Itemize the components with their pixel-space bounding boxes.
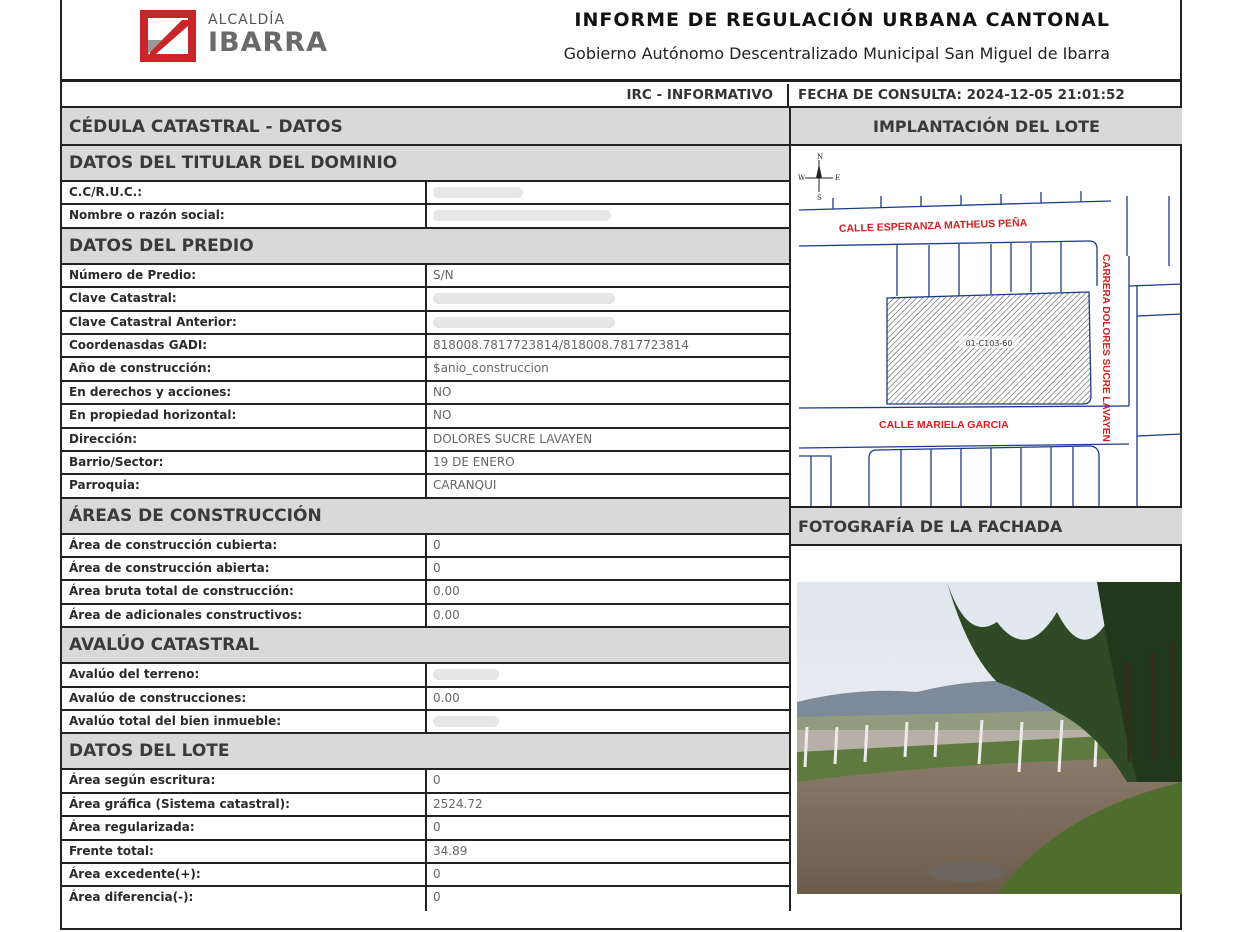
redacted-value (433, 317, 615, 328)
table-row (62, 688, 789, 711)
field-value (427, 205, 789, 226)
field-label: En derechos y acciones: (62, 382, 427, 403)
photo-panel (791, 506, 1182, 930)
table-row (62, 864, 789, 887)
table-row (62, 817, 789, 840)
field-label: Año de construcción: (62, 358, 427, 379)
field-value: 0.00 (433, 690, 460, 705)
field-value: 0 (433, 561, 441, 576)
photo-title: FOTOGRAFÍA DE LA FACHADA (791, 508, 1182, 546)
field-label: Frente total: (62, 841, 427, 862)
field-label: Área de construcción cubierta: (62, 535, 427, 556)
report-title: INFORME DE REGULACIÓN URBANA CANTONAL (574, 9, 1110, 31)
field-value: CARANQUI (433, 478, 497, 493)
field-label: Área regularizada: (62, 817, 427, 838)
field-value (427, 288, 789, 309)
table-row (62, 182, 789, 205)
field-label: Coordenasdas GADI: (62, 335, 427, 356)
redacted-value (433, 716, 499, 727)
cadastral-table (62, 108, 791, 911)
table-row (62, 312, 789, 335)
field-value: DOLORES SUCRE LAVAYEN (433, 431, 593, 446)
table-row (62, 664, 789, 687)
table-row (62, 841, 789, 864)
map-panel (791, 108, 1182, 508)
field-value: 0 (433, 866, 441, 881)
redacted-value (433, 187, 523, 198)
logo-text-ibarra: IBARRA (208, 27, 328, 58)
table-row (62, 335, 789, 358)
table-row (62, 452, 789, 475)
compass-w: W (798, 174, 806, 182)
field-value: 2524.72 (433, 796, 483, 811)
report-type: IRC - INFORMATIVO (62, 84, 789, 106)
redacted-value (433, 293, 615, 304)
field-label: Área diferencia(-): (62, 887, 427, 910)
table-row (62, 581, 789, 604)
field-label: Clave Catastral: (62, 288, 427, 309)
field-value: 0 (433, 820, 441, 835)
compass-n: N (817, 153, 824, 161)
field-label: Avalúo de construcciones: (62, 688, 427, 709)
section-lote: DATOS DEL LOTE (62, 734, 789, 770)
lot-code: 01-C103-60 (965, 339, 1013, 348)
table-row (62, 288, 789, 311)
field-value (427, 711, 789, 732)
table-row (62, 558, 789, 581)
table-row (62, 711, 789, 734)
compass-s: S (817, 194, 822, 202)
report-subtitle: Gobierno Autónomo Descentralizado Municipal San Miguel de Ibarra (563, 44, 1110, 63)
field-label: Área según escritura: (62, 770, 427, 791)
cadastral-title: CÉDULA CATASTRAL - DATOS (62, 108, 789, 146)
field-value: 0 (433, 773, 441, 788)
field-label: Avalúo total del bien inmueble: (62, 711, 427, 732)
street-bottom-label: CALLE MARIELA GARCIA (879, 419, 1009, 431)
section-avaluo: AVALÚO CATASTRAL (62, 628, 789, 664)
field-label: Área gráfica (Sistema catastral): (62, 794, 427, 815)
table-row (62, 382, 789, 405)
consult-date: FECHA DE CONSULTA: 2024-12-05 21:01:52 (798, 87, 1125, 103)
field-label: Área de adicionales constructivos: (62, 605, 427, 626)
section-predio: DATOS DEL PREDIO (62, 229, 789, 265)
compass-icon (798, 153, 840, 202)
table-row (62, 405, 789, 428)
table-row (62, 887, 789, 910)
field-value: 0 (433, 537, 441, 552)
report-header (62, 0, 1180, 82)
section-titular: DATOS DEL TITULAR DEL DOMINIO (62, 146, 789, 182)
facade-photo (797, 582, 1182, 894)
field-value (427, 182, 789, 203)
table-row (62, 358, 789, 381)
table-row (62, 429, 789, 452)
field-label: Número de Predio: (62, 265, 427, 286)
field-value: 818008.7817723814/818008.7817723814 (433, 337, 689, 352)
field-label: Área excedente(+): (62, 864, 427, 885)
table-row (62, 265, 789, 288)
field-label: Dirección: (62, 429, 427, 450)
compass-e: E (835, 174, 841, 182)
field-value: 0.00 (433, 607, 460, 622)
section-areas: ÁREAS DE CONSTRUCCIÓN (62, 499, 789, 535)
field-value: 0 (433, 890, 441, 905)
field-value (427, 664, 789, 685)
field-value: NO (433, 384, 452, 399)
field-label: Barrio/Sector: (62, 452, 427, 473)
table-row (62, 770, 789, 793)
field-label: C.C/R.U.C.: (62, 182, 427, 203)
info-bar (62, 84, 1180, 108)
redacted-value (433, 669, 499, 680)
table-row (62, 605, 789, 628)
street-top-label: CALLE ESPERANZA MATHEUS PEÑA (838, 217, 1028, 235)
field-label: En propiedad horizontal: (62, 405, 427, 426)
field-label: Parroquia: (62, 475, 427, 496)
field-value: S/N (433, 267, 454, 282)
field-value: 19 DE ENERO (433, 454, 515, 469)
field-value: 0.00 (433, 584, 460, 599)
table-row (62, 794, 789, 817)
field-label: Área de construcción abierta: (62, 558, 427, 579)
redacted-value (433, 210, 611, 221)
lot-map (791, 146, 1182, 506)
field-value (427, 312, 789, 333)
field-label: Avalúo del terreno: (62, 664, 427, 685)
field-label: Área bruta total de construcción: (62, 581, 427, 602)
logo-text-alcaldia: ALCALDÍA (208, 12, 286, 28)
field-label: Nombre o razón social: (62, 205, 427, 226)
report-page (60, 0, 1182, 930)
field-label: Clave Catastral Anterior: (62, 312, 427, 333)
field-value: NO (433, 408, 452, 423)
table-row (62, 475, 789, 498)
street-right-label: CARRERA DOLORES SUCRE LAVAYEN (1100, 254, 1111, 442)
field-value: 34.89 (433, 843, 468, 858)
table-row (62, 535, 789, 558)
map-title: IMPLANTACIÓN DEL LOTE (791, 108, 1182, 146)
table-row (62, 205, 789, 228)
field-value: $anio_construccion (433, 361, 549, 376)
